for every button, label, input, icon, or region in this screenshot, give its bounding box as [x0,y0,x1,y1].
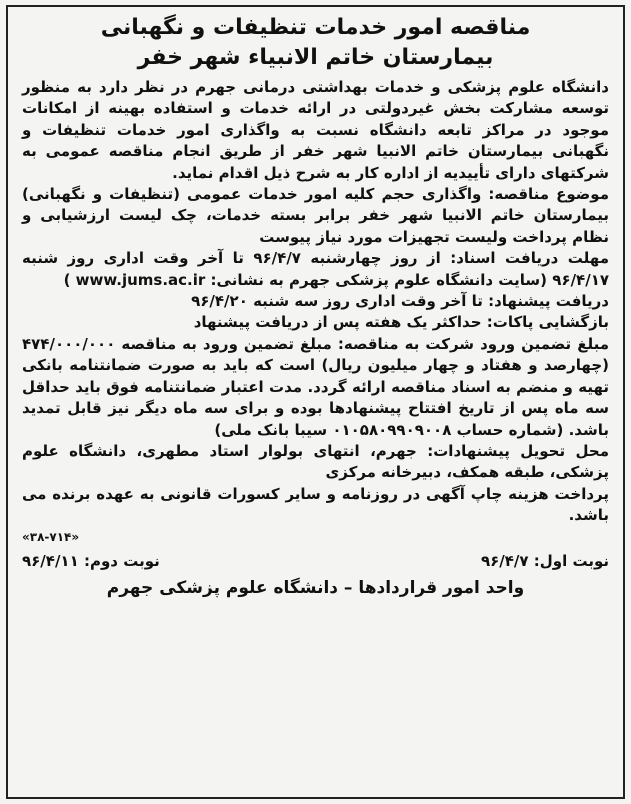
guarantee-paragraph: مبلغ تضمین ورود شرکت به مناقصه: مبلغ تضمین ورود به مناقصه ۴۷۴/۰۰۰/۰۰۰ (چهارصد و هفتاد و چهار میلیون ریال) است که باید به صورت ضمانتنامه بانکی تهیه و منضم به اسناد مناقصه ارائه گردد. مدت اعتبار ضمانتنامه فوق باید حداقل سه ماه پس از تاریخ افتتاح پیشنهادها بوده و برای سه ماه دیگر نیز قابل تمدید باشد. (شماره حساب ۰۱۰۵۸۰۹۹۰۹۰۰۸ سیبا بانک ملی) [22,334,609,439]
payment-paragraph: پرداخت هزینه چاپ آگهی در روزنامه و سایر کسورات قانونی به عهده برنده می باشد. [22,484,609,525]
documents-deadline-paragraph [22,248,609,291]
website-link[interactable]: www.jums.ac.ir [75,270,206,289]
ref-code: «۳۸-۷۱۴» [22,529,80,544]
subject-paragraph: موضوع مناقصه: واگذاری حجم کلیه امور خدمات عمومی (تنظیفات و نگهبانی) بیمارستان خاتم الانبیا شهر خفر برابر بسته خدمات، چک لیست ارزشیابی و نظام پرداخت ولیست تجهیزات مورد نیاز پیوست [22,185,609,246]
documents-deadline-text: مهلت دریافت اسناد: از روز چهارشنبه ۹۶/۴/۷ تا آخر وقت اداری روز شنبه ۹۶/۴/۱۷ (سایت دانشگاه علوم پزشکی جهرم به نشانی: [22,249,609,289]
notice-title-line2: بیمارستان خاتم الانبیاء شهر خفر [137,45,494,70]
opening-paragraph: بازگشایی پاکات: حداکثر یک هفته پس از دریافت پیشنهاد [193,313,609,332]
notice-body [22,77,609,548]
delivery-paragraph: محل تحویل پیشنهادات: جهرم، انتهای بولوار استاد مطهری، دانشگاه علوم پزشکی، طبقه همکف، دبیرخانه مرکزی [22,441,609,482]
website-close: ) [63,270,71,289]
publication-notices [22,550,609,572]
notice-title-line1: مناقصه امور خدمات تنظیفات و نگهبانی [100,15,531,40]
proposal-deadline-paragraph: دریافت پیشنهاد: تا آخر وقت اداری روز سه شنبه ۹۶/۴/۲۰ [191,292,609,311]
notice-second: نوبت دوم: ۹۶/۴/۱۱ [22,551,160,570]
notice-footer: واحد امور قراردادها – دانشگاه علوم پزشکی جهرم [106,577,525,598]
notice-frame [6,5,625,799]
ref-code-row [22,527,609,548]
intro-paragraph: دانشگاه علوم پزشکی و خدمات بهداشتی درمانی جهرم در نظر دارد به منظور توسعه مشارکت بخش غیردولتی در ارائه خدمات و استفاده بهینه از امکانات موجود در مراکز تابعه دانشگاه نسبت به واگذاری امور خدمات تنظیفات و نگهبانی بیمارستان خاتم الانبیا شهر خفر از طریق انجام مناقصه عمومی به شرکتهای دارای تأییدیه از اداره کار به شرح ذیل اقدام نماید. [22,78,609,182]
notice-first: نوبت اول: ۹۶/۴/۷ [480,551,609,570]
